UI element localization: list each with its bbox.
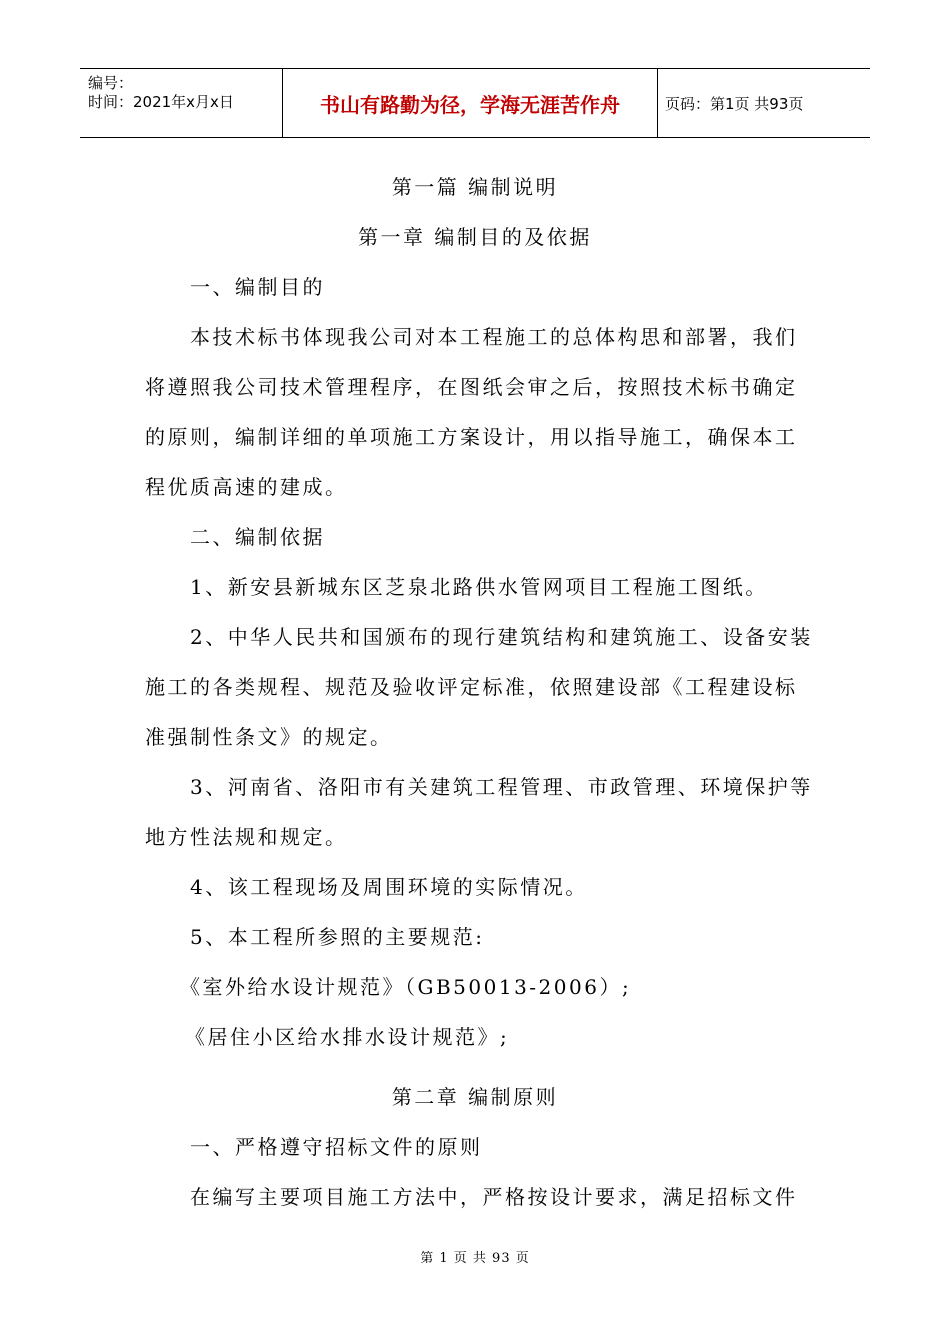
header-divider	[657, 69, 658, 137]
chapter-title: 第二章 编制原则	[391, 1085, 559, 1109]
paragraph-line: 的原则，编制详细的单项施工方案设计，用以指导施工，确保本工	[145, 425, 798, 449]
section-heading: 二、编制依据	[190, 525, 325, 549]
list-item: 4、该工程现场及周围环境的实际情况。	[190, 875, 588, 899]
document-date-label: 时间：2021年x月x日	[88, 93, 234, 111]
paragraph-line: 本技术标书体现我公司对本工程施工的总体构思和部署，我们	[190, 325, 798, 349]
paragraph-line: 准强制性条文》的规定。	[145, 725, 393, 749]
header-motto: 书山有路勤为径，学海无涯苦作舟	[320, 92, 620, 117]
header-meta	[80, 69, 282, 137]
list-item: 3、河南省、洛阳市有关建筑工程管理、市政管理、环境保护等	[190, 775, 813, 799]
list-item: 2、中华人民共和国颁布的现行建筑结构和建筑施工、设备安装	[190, 625, 813, 649]
list-item: 5、本工程所参照的主要规范:	[190, 925, 485, 949]
page-footer: 第 1 页 共 93 页	[420, 1251, 530, 1266]
paragraph-line: 将遵照我公司技术管理程序，在图纸会审之后，按照技术标书确定	[145, 375, 798, 399]
part-title: 第一篇 编制说明	[391, 175, 559, 199]
chapter-title: 第一章 编制目的及依据	[358, 225, 592, 249]
header-page-info: 页码：第1页 共93页	[665, 94, 804, 113]
paragraph-line: 程优质高速的建成。	[145, 475, 348, 499]
paragraph-line: 施工的各类规程、规范及验收评定标准，依照建设部《工程建设标	[145, 675, 798, 699]
list-item: 1、新安县新城东区芝泉北路供水管网项目工程施工图纸。	[190, 575, 768, 599]
section-heading: 一、编制目的	[190, 275, 325, 299]
page-header	[80, 68, 870, 138]
section-heading: 一、严格遵守招标文件的原则	[190, 1135, 483, 1159]
spec-reference: 《室外给水设计规范》（GB50013-2006）;	[180, 975, 632, 999]
document-number-label: 编号：	[88, 74, 134, 92]
paragraph-line: 地方性法规和规定。	[145, 825, 348, 849]
paragraph-line: 在编写主要项目施工方法中，严格按设计要求，满足招标文件	[190, 1185, 798, 1209]
spec-reference: 《居住小区给水排水设计规范》;	[185, 1025, 510, 1049]
